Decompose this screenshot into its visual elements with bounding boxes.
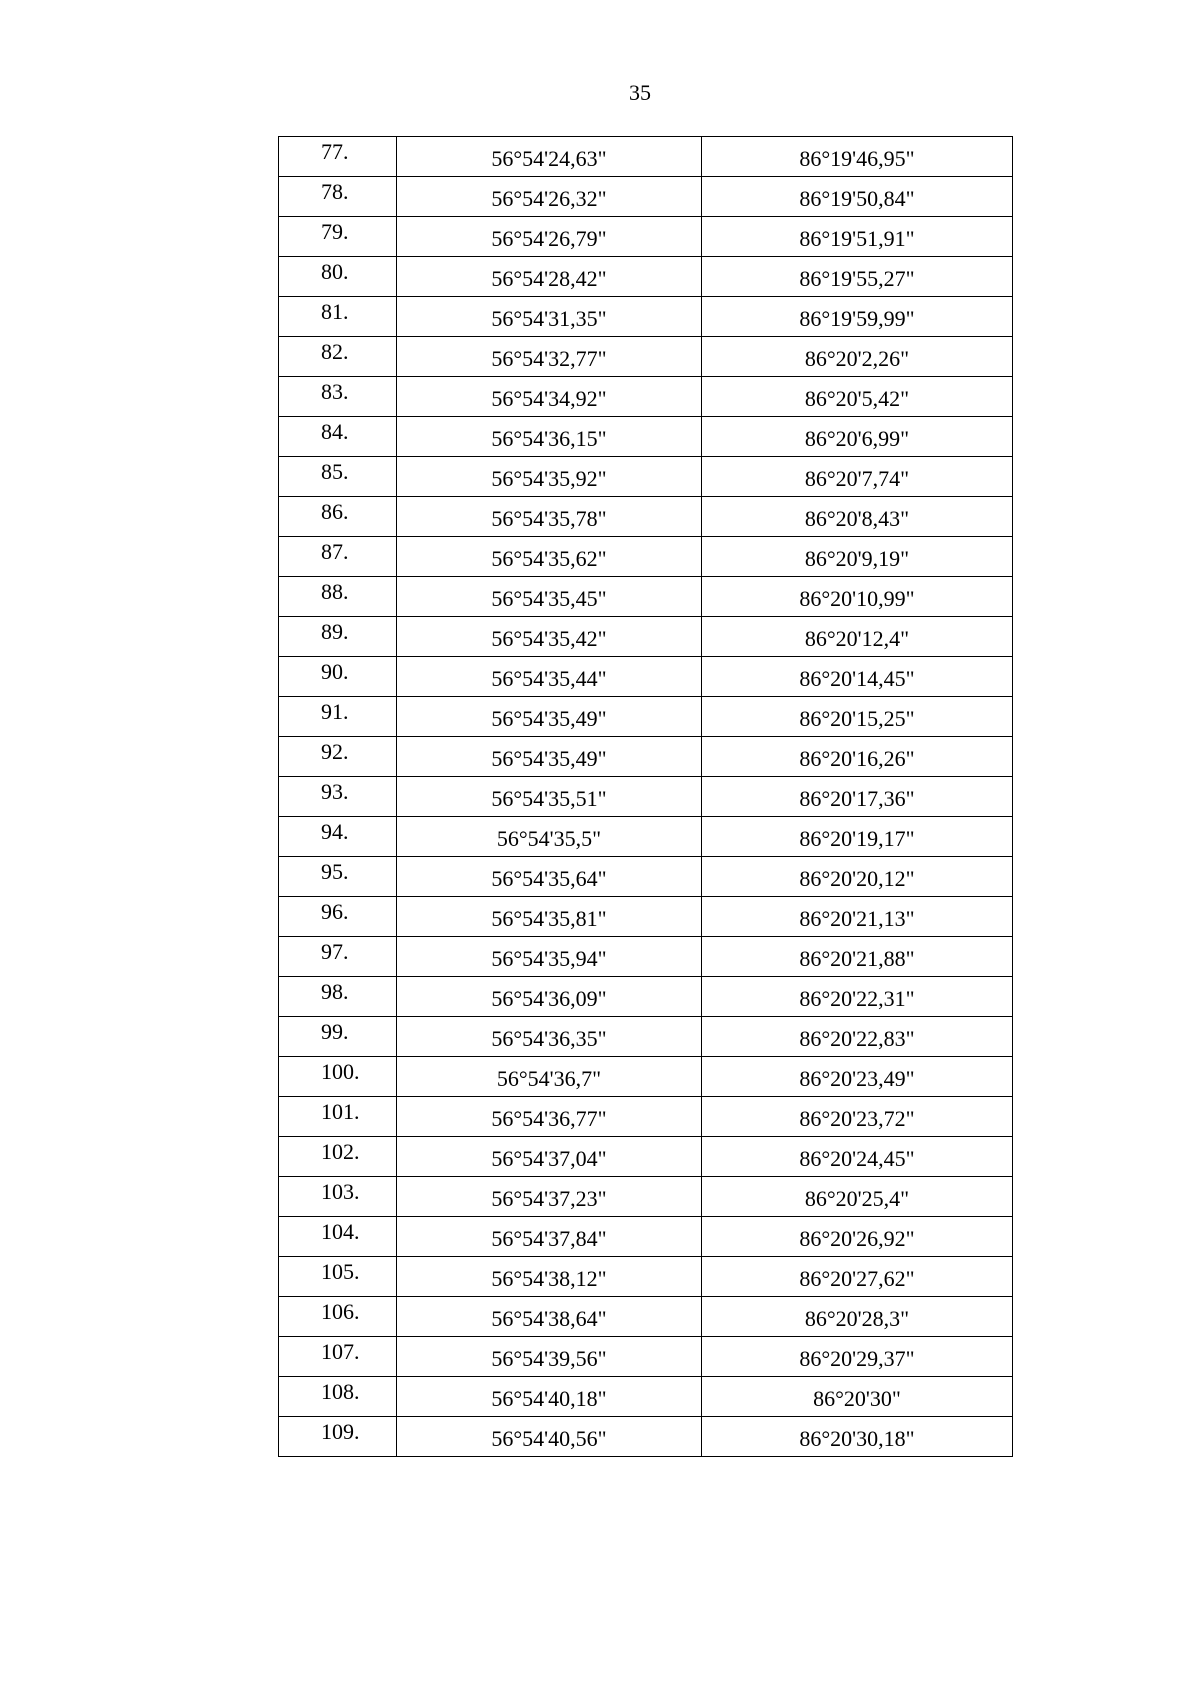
longitude-cell: 86°20'22,31" bbox=[702, 977, 1013, 1017]
latitude-cell: 56°54'37,04" bbox=[397, 1137, 702, 1177]
longitude-cell: 86°19'46,95" bbox=[702, 137, 1013, 177]
latitude-cell: 56°54'36,35" bbox=[397, 1017, 702, 1057]
table-row bbox=[279, 937, 1013, 977]
longitude-cell: 86°20'6,99" bbox=[702, 417, 1013, 457]
longitude-cell: 86°20'21,88" bbox=[702, 937, 1013, 977]
longitude-cell: 86°20'10,99" bbox=[702, 577, 1013, 617]
longitude-cell: 86°20'7,74" bbox=[702, 457, 1013, 497]
table-row bbox=[279, 1377, 1013, 1417]
coordinates-table bbox=[278, 136, 1013, 1457]
point-number-cell: 99. bbox=[279, 1017, 397, 1057]
latitude-cell: 56°54'35,49" bbox=[397, 697, 702, 737]
table-row bbox=[279, 337, 1013, 377]
table-row bbox=[279, 657, 1013, 697]
point-number-cell: 100. bbox=[279, 1057, 397, 1097]
longitude-cell: 86°20'25,4" bbox=[702, 1177, 1013, 1217]
latitude-cell: 56°54'35,42" bbox=[397, 617, 702, 657]
table-row bbox=[279, 1217, 1013, 1257]
latitude-cell: 56°54'37,84" bbox=[397, 1217, 702, 1257]
longitude-cell: 86°20'22,83" bbox=[702, 1017, 1013, 1057]
latitude-cell: 56°54'35,5" bbox=[397, 817, 702, 857]
table-row bbox=[279, 617, 1013, 657]
latitude-cell: 56°54'35,92" bbox=[397, 457, 702, 497]
table-row bbox=[279, 1057, 1013, 1097]
point-number-cell: 103. bbox=[279, 1177, 397, 1217]
longitude-cell: 86°19'51,91" bbox=[702, 217, 1013, 257]
latitude-cell: 56°54'35,94" bbox=[397, 937, 702, 977]
table-row bbox=[279, 1417, 1013, 1457]
longitude-cell: 86°20'17,36" bbox=[702, 777, 1013, 817]
longitude-cell: 86°20'15,25" bbox=[702, 697, 1013, 737]
longitude-cell: 86°20'24,45" bbox=[702, 1137, 1013, 1177]
longitude-cell: 86°19'59,99" bbox=[702, 297, 1013, 337]
point-number-cell: 83. bbox=[279, 377, 397, 417]
longitude-cell: 86°20'16,26" bbox=[702, 737, 1013, 777]
table-row bbox=[279, 417, 1013, 457]
coordinates-table-body bbox=[279, 137, 1013, 1457]
point-number-cell: 101. bbox=[279, 1097, 397, 1137]
table-row bbox=[279, 1017, 1013, 1057]
table-row bbox=[279, 697, 1013, 737]
latitude-cell: 56°54'26,32" bbox=[397, 177, 702, 217]
latitude-cell: 56°54'40,56" bbox=[397, 1417, 702, 1457]
latitude-cell: 56°54'38,64" bbox=[397, 1297, 702, 1337]
table-row bbox=[279, 177, 1013, 217]
latitude-cell: 56°54'35,78" bbox=[397, 497, 702, 537]
point-number-cell: 96. bbox=[279, 897, 397, 937]
table-row bbox=[279, 817, 1013, 857]
latitude-cell: 56°54'36,77" bbox=[397, 1097, 702, 1137]
table-row bbox=[279, 377, 1013, 417]
latitude-cell: 56°54'35,62" bbox=[397, 537, 702, 577]
point-number-cell: 94. bbox=[279, 817, 397, 857]
latitude-cell: 56°54'28,42" bbox=[397, 257, 702, 297]
latitude-cell: 56°54'39,56" bbox=[397, 1337, 702, 1377]
table-row bbox=[279, 1297, 1013, 1337]
point-number-cell: 88. bbox=[279, 577, 397, 617]
longitude-cell: 86°20'21,13" bbox=[702, 897, 1013, 937]
table-row bbox=[279, 137, 1013, 177]
longitude-cell: 86°20'14,45" bbox=[702, 657, 1013, 697]
table-row bbox=[279, 897, 1013, 937]
latitude-cell: 56°54'35,64" bbox=[397, 857, 702, 897]
longitude-cell: 86°20'2,26" bbox=[702, 337, 1013, 377]
point-number-cell: 78. bbox=[279, 177, 397, 217]
latitude-cell: 56°54'37,23" bbox=[397, 1177, 702, 1217]
point-number-cell: 81. bbox=[279, 297, 397, 337]
point-number-cell: 98. bbox=[279, 977, 397, 1017]
longitude-cell: 86°20'12,4" bbox=[702, 617, 1013, 657]
table-row bbox=[279, 217, 1013, 257]
point-number-cell: 89. bbox=[279, 617, 397, 657]
point-number-cell: 95. bbox=[279, 857, 397, 897]
point-number-cell: 104. bbox=[279, 1217, 397, 1257]
table-row bbox=[279, 977, 1013, 1017]
table-row bbox=[279, 1257, 1013, 1297]
latitude-cell: 56°54'31,35" bbox=[397, 297, 702, 337]
table-row bbox=[279, 457, 1013, 497]
latitude-cell: 56°54'34,92" bbox=[397, 377, 702, 417]
table-row bbox=[279, 1337, 1013, 1377]
latitude-cell: 56°54'35,49" bbox=[397, 737, 702, 777]
table-row bbox=[279, 297, 1013, 337]
longitude-cell: 86°20'8,43" bbox=[702, 497, 1013, 537]
point-number-cell: 85. bbox=[279, 457, 397, 497]
table-row bbox=[279, 857, 1013, 897]
longitude-cell: 86°19'50,84" bbox=[702, 177, 1013, 217]
point-number-cell: 82. bbox=[279, 337, 397, 377]
latitude-cell: 56°54'36,7" bbox=[397, 1057, 702, 1097]
longitude-cell: 86°20'27,62" bbox=[702, 1257, 1013, 1297]
table-row bbox=[279, 537, 1013, 577]
longitude-cell: 86°20'5,42" bbox=[702, 377, 1013, 417]
longitude-cell: 86°20'23,72" bbox=[702, 1097, 1013, 1137]
point-number-cell: 77. bbox=[279, 137, 397, 177]
table-row bbox=[279, 737, 1013, 777]
longitude-cell: 86°20'20,12" bbox=[702, 857, 1013, 897]
table-row bbox=[279, 497, 1013, 537]
latitude-cell: 56°54'35,44" bbox=[397, 657, 702, 697]
point-number-cell: 87. bbox=[279, 537, 397, 577]
latitude-cell: 56°54'35,45" bbox=[397, 577, 702, 617]
longitude-cell: 86°20'19,17" bbox=[702, 817, 1013, 857]
point-number-cell: 80. bbox=[279, 257, 397, 297]
longitude-cell: 86°20'26,92" bbox=[702, 1217, 1013, 1257]
latitude-cell: 56°54'36,09" bbox=[397, 977, 702, 1017]
longitude-cell: 86°20'23,49" bbox=[702, 1057, 1013, 1097]
point-number-cell: 105. bbox=[279, 1257, 397, 1297]
longitude-cell: 86°19'55,27" bbox=[702, 257, 1013, 297]
point-number-cell: 102. bbox=[279, 1137, 397, 1177]
point-number-cell: 86. bbox=[279, 497, 397, 537]
table-row bbox=[279, 257, 1013, 297]
point-number-cell: 90. bbox=[279, 657, 397, 697]
latitude-cell: 56°54'40,18" bbox=[397, 1377, 702, 1417]
point-number-cell: 79. bbox=[279, 217, 397, 257]
point-number-cell: 91. bbox=[279, 697, 397, 737]
latitude-cell: 56°54'35,81" bbox=[397, 897, 702, 937]
longitude-cell: 86°20'30,18" bbox=[702, 1417, 1013, 1457]
table-row bbox=[279, 1097, 1013, 1137]
latitude-cell: 56°54'36,15" bbox=[397, 417, 702, 457]
point-number-cell: 84. bbox=[279, 417, 397, 457]
point-number-cell: 107. bbox=[279, 1337, 397, 1377]
point-number-cell: 93. bbox=[279, 777, 397, 817]
table-row bbox=[279, 1177, 1013, 1217]
table-row bbox=[279, 577, 1013, 617]
point-number-cell: 108. bbox=[279, 1377, 397, 1417]
latitude-cell: 56°54'35,51" bbox=[397, 777, 702, 817]
point-number-cell: 106. bbox=[279, 1297, 397, 1337]
latitude-cell: 56°54'32,77" bbox=[397, 337, 702, 377]
table-row bbox=[279, 1137, 1013, 1177]
longitude-cell: 86°20'28,3" bbox=[702, 1297, 1013, 1337]
longitude-cell: 86°20'29,37" bbox=[702, 1337, 1013, 1377]
latitude-cell: 56°54'38,12" bbox=[397, 1257, 702, 1297]
point-number-cell: 92. bbox=[279, 737, 397, 777]
table-row bbox=[279, 777, 1013, 817]
page-number: 35 bbox=[629, 80, 651, 105]
longitude-cell: 86°20'9,19" bbox=[702, 537, 1013, 577]
point-number-cell: 109. bbox=[279, 1417, 397, 1457]
latitude-cell: 56°54'24,63" bbox=[397, 137, 702, 177]
latitude-cell: 56°54'26,79" bbox=[397, 217, 702, 257]
point-number-cell: 97. bbox=[279, 937, 397, 977]
longitude-cell: 86°20'30" bbox=[702, 1377, 1013, 1417]
